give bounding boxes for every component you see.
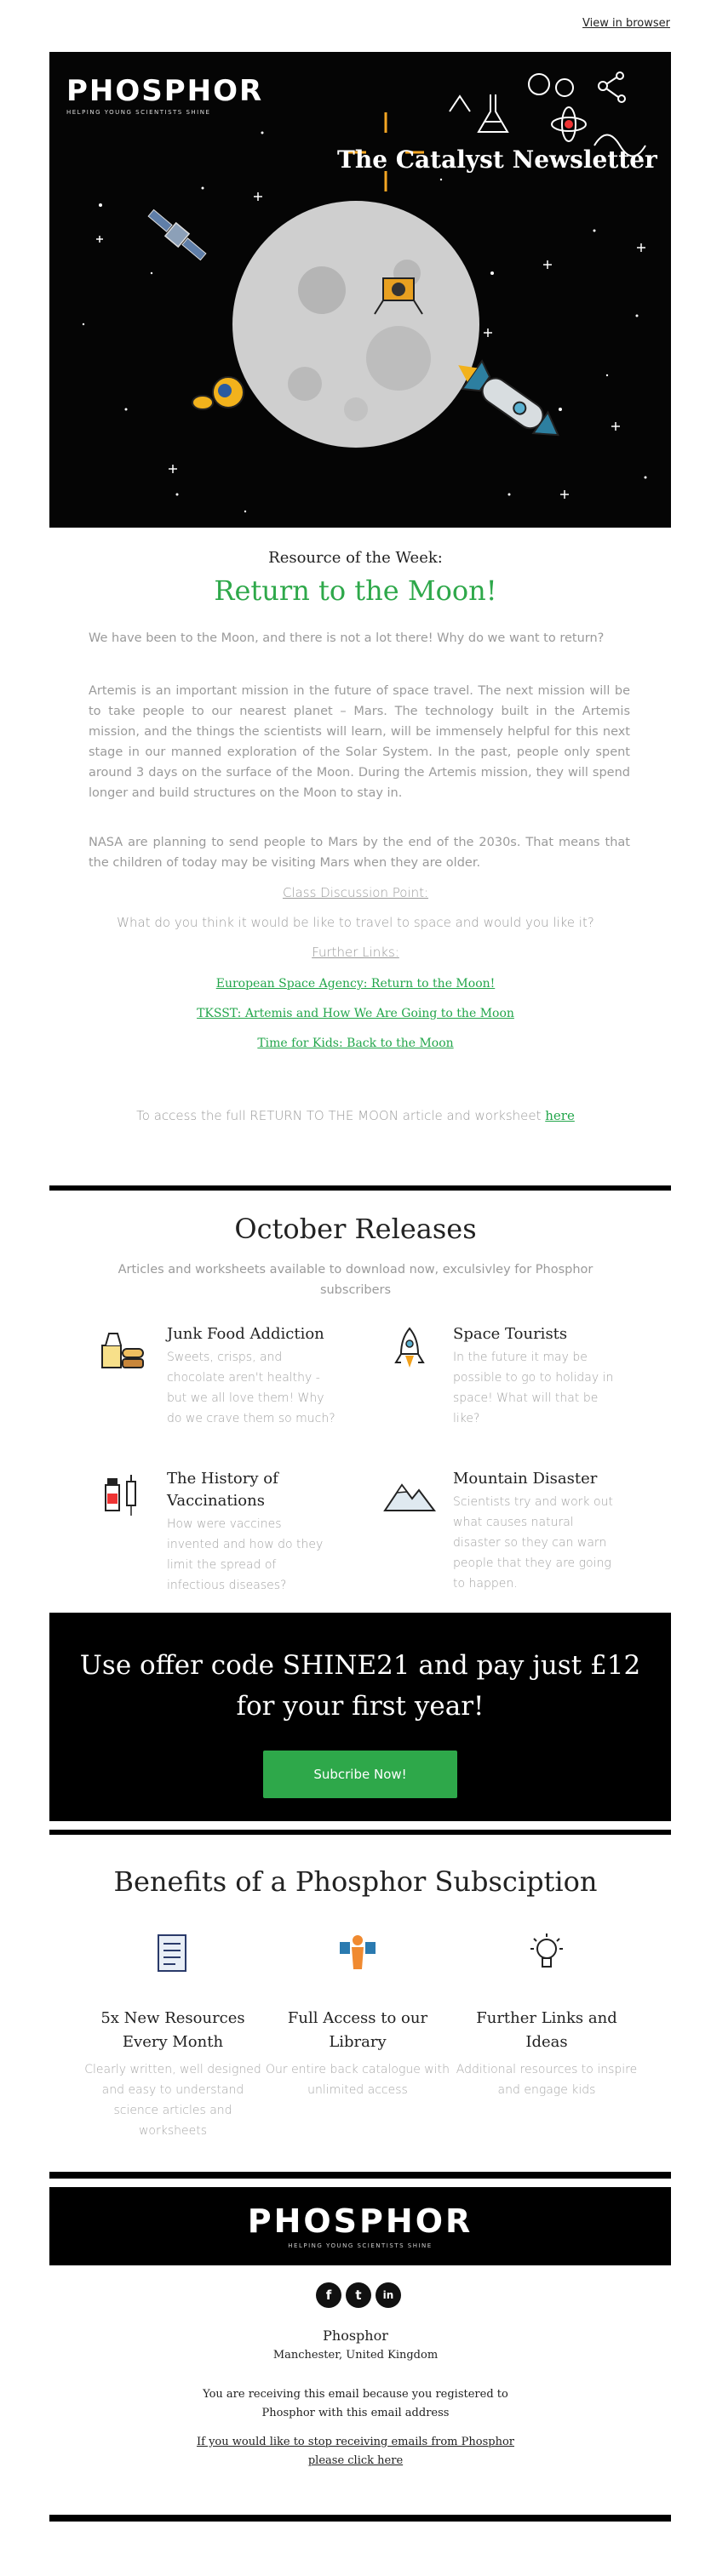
- further-links-heading: Further Links:: [312, 945, 399, 960]
- subscribe-now-button[interactable]: Subcribe Now!: [263, 1751, 457, 1798]
- access-article-text: To access the full RETURN TO THE MOON article and worksheet: [136, 1108, 546, 1123]
- section-divider: [49, 1185, 671, 1191]
- footer-brand-bar: [49, 2187, 671, 2265]
- benefit-title-line-2: Every Month: [122, 2033, 224, 2051]
- section-divider: [49, 1830, 671, 1835]
- benefit-title-line-2: Library: [329, 2033, 387, 2051]
- offer-text: [49, 1645, 671, 1727]
- discussion-heading: Class Discussion Point:: [282, 885, 429, 900]
- benefit-description: Clearly written, well designed and easy to understand science articles and worksheets: [84, 2063, 261, 2138]
- mountain-icon: [383, 1468, 436, 1521]
- access-article-link[interactable]: here: [545, 1108, 575, 1123]
- offer-text-line-1: Use offer code SHINE21 and pay just £12: [79, 1650, 641, 1681]
- benefit-title: [453, 2007, 640, 2054]
- benefit-title-line-2: Ideas: [525, 2033, 568, 2051]
- benefit-further-links: [453, 1932, 640, 2145]
- unsubscribe-link-line-1[interactable]: If you would like to stop receiving emails from Phosphor: [197, 2436, 514, 2448]
- release-item-junk-food[interactable]: [97, 1323, 353, 1451]
- release-item-vaccinations[interactable]: [97, 1468, 353, 1596]
- access-article-line: [0, 1108, 711, 1123]
- hero-illustration: [49, 52, 671, 528]
- facebook-icon[interactable]: f: [316, 2282, 341, 2308]
- science-icons: [450, 72, 645, 157]
- benefit-title: [79, 2007, 267, 2054]
- footer-brand-tagline: HELPING YOUNG SCIENTISTS SHINE: [288, 2242, 433, 2249]
- link-time-for-kids[interactable]: Time for Kids: Back to the Moon: [257, 1037, 454, 1050]
- resource-paragraph-1: We have been to the Moon, and there is not a lot there! Why do we want to return?: [89, 631, 605, 645]
- resource-kicker: Resource of the Week:: [268, 549, 443, 567]
- hero-brand-tagline: HELPING YOUNG SCIENTISTS SHINE: [66, 109, 211, 116]
- release-title: Space Tourists: [453, 1325, 568, 1343]
- footer-location: Manchester, United Kingdom: [272, 2349, 439, 2362]
- benefit-new-resources: [79, 1932, 267, 2145]
- view-in-browser-link[interactable]: View in browser: [582, 17, 670, 30]
- resource-headline: Return to the Moon!: [214, 574, 497, 607]
- section-divider: [49, 2172, 671, 2179]
- rocket-icon: [383, 1323, 436, 1376]
- document-icon: [152, 1932, 194, 1974]
- junk-food-icon: [97, 1323, 150, 1376]
- release-title: The History of Vaccinations: [167, 1470, 278, 1510]
- hero-banner: [49, 52, 671, 528]
- release-description: Scientists try and work out what causes natural disaster so they can warn people that they are going to happen.: [453, 1495, 613, 1591]
- offer-banner: [49, 1613, 671, 1821]
- link-esa-return-to-moon[interactable]: European Space Agency: Return to the Moon!: [215, 977, 496, 991]
- release-title: Junk Food Addiction: [167, 1325, 324, 1343]
- benefit-title-line-1: Further Links and: [476, 2009, 617, 2027]
- lightbulb-icon: [525, 1932, 568, 1974]
- benefit-title: [264, 2007, 451, 2054]
- satellite-illustration: [146, 207, 209, 264]
- library-icon: [336, 1932, 379, 1974]
- benefit-description: Additional resources to inspire and engage kids: [456, 2063, 638, 2097]
- footer-divider: [49, 2515, 671, 2522]
- hero-brand-logo: PHOSPHOR: [66, 74, 264, 108]
- benefit-description: Our entire back catalogue with unlimited access: [265, 2063, 450, 2097]
- release-title: Mountain Disaster: [453, 1470, 598, 1488]
- linkedin-icon[interactable]: in: [376, 2282, 401, 2308]
- twitter-icon[interactable]: t: [346, 2282, 371, 2308]
- link-tksst-artemis[interactable]: TKSST: Artemis and How We Are Going to the Moon: [197, 1007, 514, 1020]
- discussion-question: What do you think it would be like to travel to space and would you like it?: [117, 915, 594, 930]
- newsletter-title: The Catalyst Newsletter: [337, 146, 657, 174]
- releases-title: October Releases: [234, 1213, 477, 1245]
- release-description: Sweets, crisps, and chocolate aren't healthy - but we all love them! Why do we crave them so much?: [167, 1351, 335, 1425]
- release-item-mountain-disaster[interactable]: [383, 1468, 639, 1596]
- benefit-full-access: [264, 1932, 451, 2145]
- resource-paragraph-2: Artemis is an important mission in the future of space travel. The next mission will be to take people to our nearest planet – Mars. The technology built in the Artemis mission, and the things the scientists will learn, will be immensely helpful for this next stage in our manned exploration of the Solar System. In the past, people only spent around 3 days on the surface of the Moon. During the Artemis mission, they will spend longer and build structures on the Moon to stay in.: [89, 684, 630, 800]
- release-description: How were vaccines invented and how do they limit the spread of infectious diseases?: [167, 1517, 324, 1592]
- footer-org-name: Phosphor: [323, 2328, 388, 2344]
- offer-text-line-2: for your first year!: [236, 1691, 485, 1722]
- footer-notice-line-1: You are receiving this email because you registered to: [203, 2388, 508, 2401]
- resource-paragraph-3: NASA are planning to send people to Mars by the end of the 2030s. That means that the children of today may be visiting Mars when they are older.: [89, 836, 630, 870]
- benefit-title-line-1: Full Access to our: [287, 2009, 428, 2027]
- benefits-title: Benefits of a Phosphor Subsciption: [113, 1865, 598, 1898]
- releases-subtitle: Articles and worksheets available to download now, exculsivley for Phosphor subscribers: [118, 1263, 593, 1297]
- release-item-space-tourists[interactable]: [383, 1323, 639, 1451]
- unsubscribe-link-line-2[interactable]: please click here: [307, 2454, 404, 2467]
- benefit-title-line-1: 5x New Resources: [100, 2009, 245, 2027]
- astronaut-illustration: [192, 377, 244, 409]
- footer-notice-line-2: Phosphor with this email address: [261, 2407, 450, 2419]
- footer-brand-logo: PHOSPHOR: [247, 2202, 473, 2240]
- release-description: In the future it may be possible to go to holiday in space! What will that be like?: [453, 1351, 614, 1425]
- vaccine-icon: [97, 1468, 150, 1521]
